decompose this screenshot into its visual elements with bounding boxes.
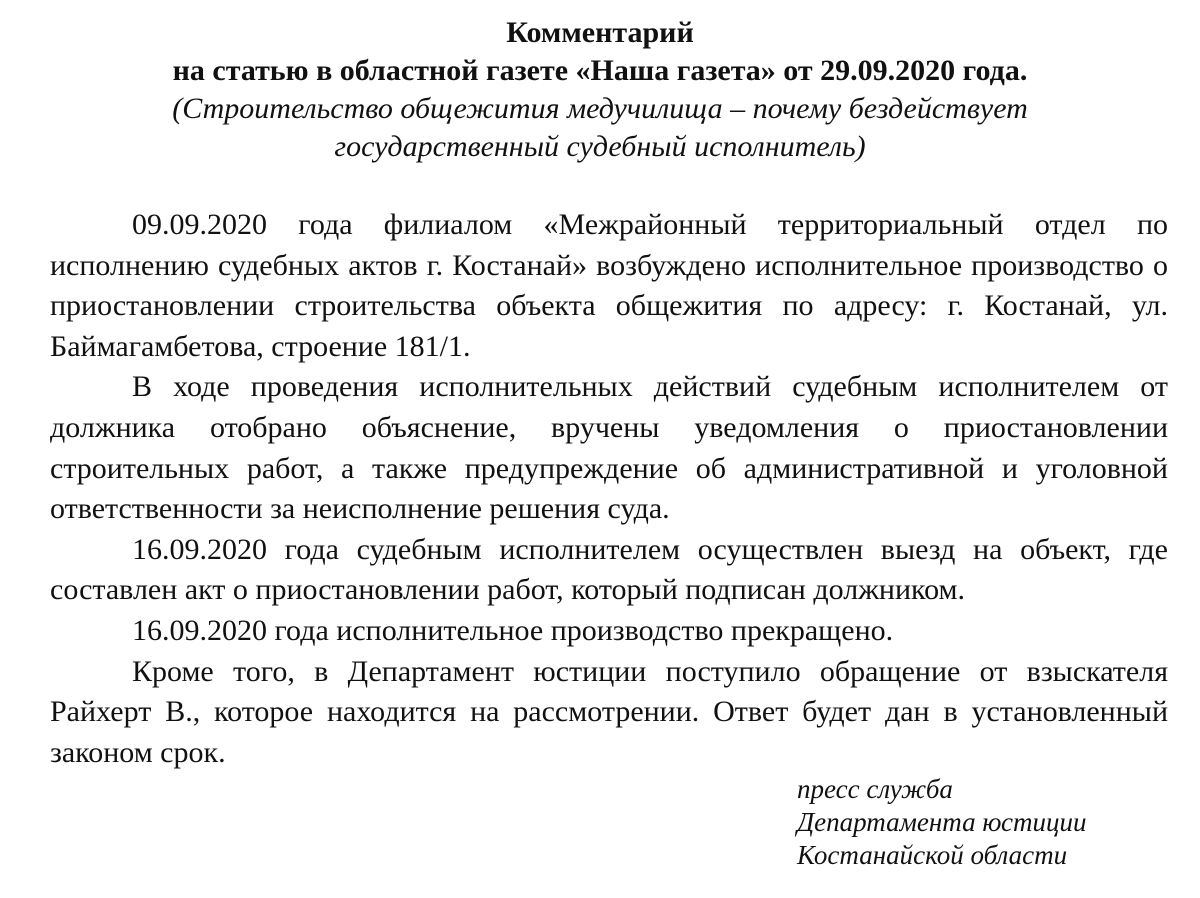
paragraph: 16.09.2020 года исполнительное производство прекращено. <box>132 613 894 647</box>
document-note-line-2: государственный судебный исполнитель) <box>334 130 866 163</box>
signature-line: Департамента юстиции <box>797 807 1087 837</box>
document-title: Комментарий <box>506 16 694 49</box>
paragraph: В ходе проведения исполнительных действий судебным исполнителем от должника отобрано объяснение, вручены уведомления о приостановлении строительных работ, а также предупреждение об административной и уголовной ответственности за неисполнение решения суда. <box>50 370 1168 526</box>
paragraph: 16.09.2020 года судебным исполнителем осуществлен выезд на объект, где составлен акт о приостановлении работ, который подписан должником. <box>50 532 1168 607</box>
signature-line: Костанайской области <box>797 840 1068 870</box>
document-subtitle: на статью в областной газете «Наша газета» от 29.09.2020 года. <box>172 54 1028 87</box>
signature-line: пресс служба <box>797 774 953 804</box>
signature-block <box>797 773 1087 872</box>
paragraph: Кроме того, в Департамент юстиции поступило обращение от взыскателя Райхерт В., которое находится на рассмотрении. Ответ будет дан в установленный законом срок. <box>50 654 1168 769</box>
paragraph: 09.09.2020 года филиалом «Межрайонный территориальный отдел по исполнению судебных актов г. Костанай» возбуждено исполнительное производство о приостановлении строительства объекта общежития по адресу: г. Костанай, ул. Баймагамбетова, строение 181/1. <box>50 208 1168 363</box>
document-header <box>0 14 1200 166</box>
document-note-line-1: (Строительство общежития медучилища – почему бездействует <box>172 92 1028 125</box>
document-body <box>50 205 1168 773</box>
